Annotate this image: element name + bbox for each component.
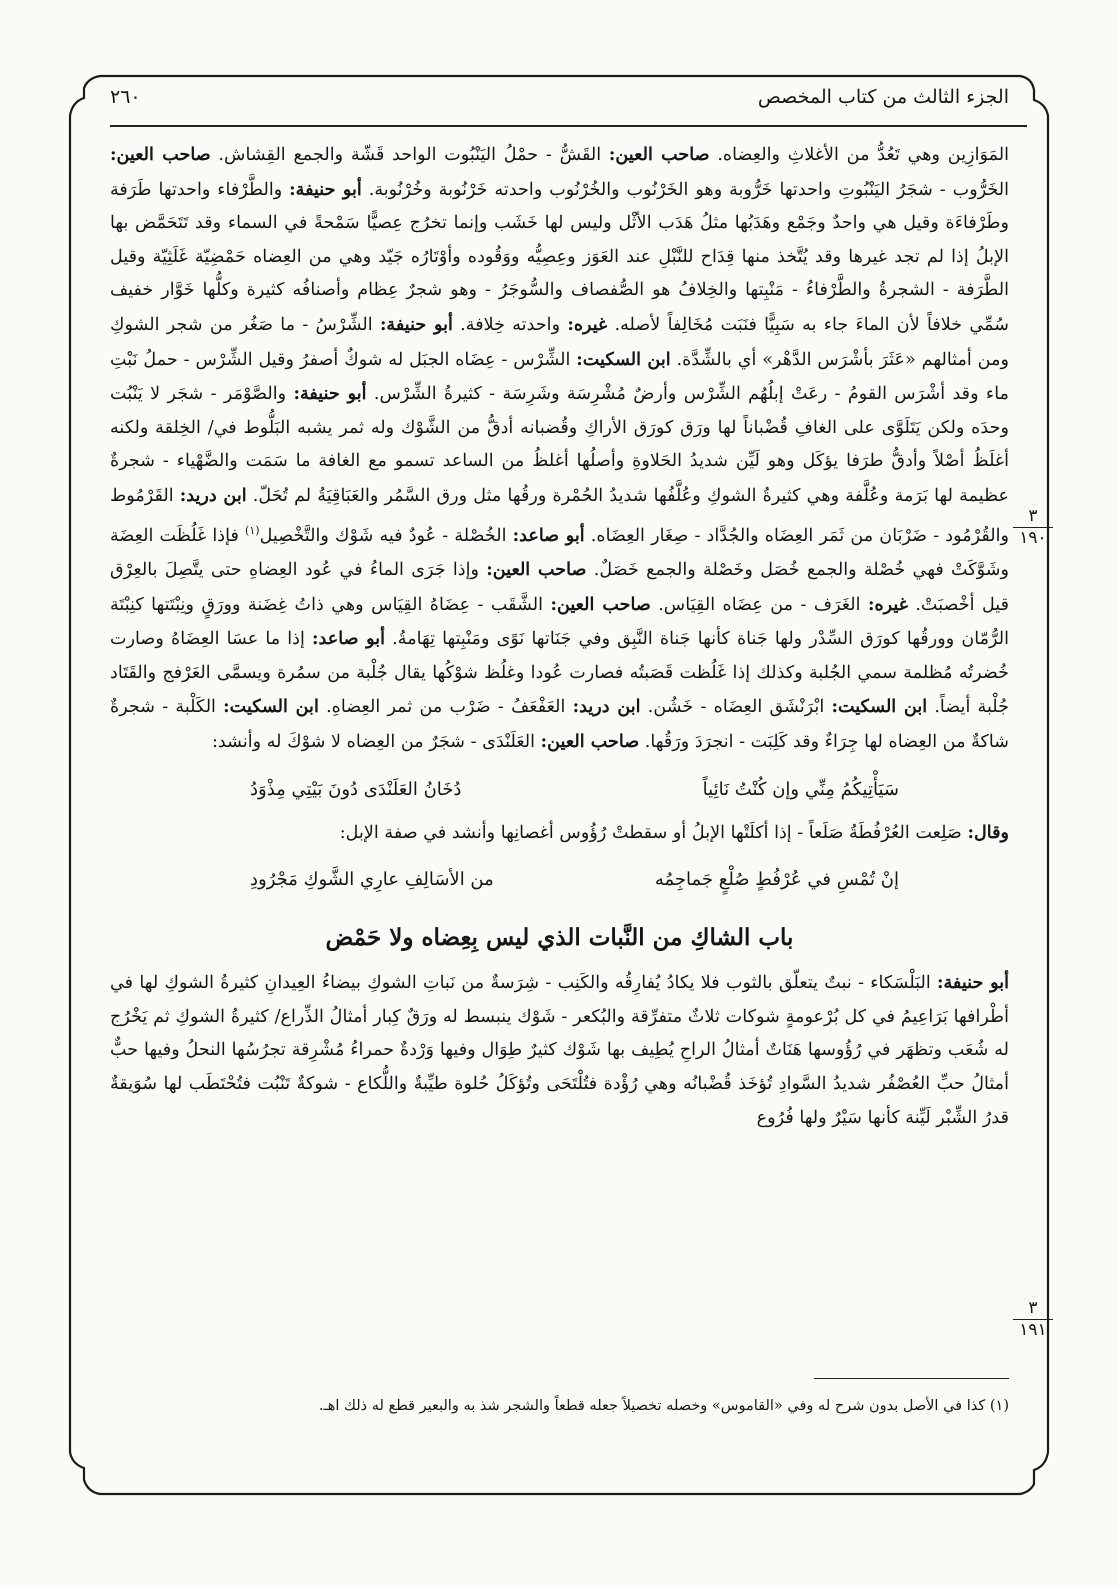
source-name: صاحب العين: [550, 593, 651, 615]
text-run: ابْرَنْشَق العِضَاه - خَشُن. [640, 697, 832, 718]
text-run: فإذا غَلُظَت العِضَة وشَوَّكَتْ فهي خُصْلة والجمع خُصَل وخَصْلة والجمع خَصَلٌ. [110, 525, 1010, 580]
margin-page-reference [1013, 1300, 1053, 1339]
source-name: أبو حنيفة: [289, 178, 362, 200]
text-run: وإذا جَرَى الماءُ في عُود العِضاهِ حتى يتَّصِلَ بالعِرْق قيل أخْصبَتْ. [110, 559, 1009, 615]
source-name: أبو صاعد: [312, 628, 386, 650]
poetry-verse [110, 850, 1009, 906]
text-run: العَفْعَفُ - ضَرْب من ثمر العِضاهِ. [318, 697, 573, 718]
source-name: ابن السكيت: [831, 696, 928, 718]
source-name: صاحب العين: [486, 558, 587, 580]
margin-ref-page: ١٩٠ [1019, 528, 1047, 548]
paragraph [110, 138, 1009, 760]
source-name: أبو حنيفة: [937, 972, 1010, 994]
footnote-text: كذا في الأصل بدون شرح له وفي «القاموس» وخصله تخصيلاً جعله قطعاً والشجر شذ به والبعير قطع له ذلك اهـ. [318, 1398, 990, 1414]
text-run: الشِّرْسُ - ما صَغُر من شجر الشوكِ ومن أمثالهم «عَثَرَ بأشْرَس الدَّهْر» أي بالشِّدَّة. [110, 314, 1009, 370]
text-run: صَلِعت العُرْفُطَةُ صَلَعاً - إذا أكلَتْها الإبلُ أو سقطتْ رُؤُوس أغصانِها وأنشد في صفة الإبل: [339, 822, 968, 843]
footnote-rule [814, 1378, 1009, 1379]
margin-ref-page: ١٩١ [1019, 1320, 1047, 1340]
text-run: واحدته خِلافة. [452, 314, 568, 335]
text-run: الكَلْبة - شجرةٌ شاكةٌ من العِضاه لها جِرَاءٌ وقد كَلِبَت - انجرَدَ ورَقُها. [110, 697, 1009, 752]
text-run: الخَرُّوب - شجَرُ اليَنْبُوتِ واحدتها خَرُّوبة وهو الخَرْنُوب والخُرْنُوب واحدته خَرْنُوبة وخُرْنُوبة. [361, 179, 1010, 200]
text-run: المَوَازِين وهي تَعُدُّ من الأغلاثِ والعِضاه. [709, 145, 1009, 165]
text-run: الخُصْلة - عُودٌ فيه شَوْك والتَّخْصِيل [259, 525, 513, 546]
source-name: صاحب العين: [540, 730, 640, 752]
margin-ref-volume: ٣ [1013, 508, 1053, 528]
source-name: ابن دريد: [572, 696, 641, 718]
text-run: القَرْمُوط والقُرْمُود - ضَرْبَان من ثَمَر العِضَاه والجُدَّاد - صِغَار العِضَاه. [110, 485, 1010, 546]
source-name: وقال: [967, 821, 1009, 843]
text-run: الغَرَف - من عِضَاه القِيَاس. [650, 594, 868, 615]
paragraph [110, 966, 1009, 1135]
source-name: أبو حنيفة: [293, 383, 367, 405]
text-run: والطَّرْفاء واحدتها طَرَفة وطَرْفاءَة وقيل هي واحدٌ وجَمْع وهَدَبُها مثلُ هَدَب الأثْل وليس لها خَشَب وإنما تخرُج عِصيًّا سَمْحةً في السماء وقد تَتَحَمَّض بها الإبلُ إذا لم تجد غيرها وقد يُتَّخذ منها قِدَاح للنَّبْلِ عند العَوَز وعِصِيُّه ووَقُوده وأوْتَارُه جَيّد وهي من العِضاه حَمْضِيّة غَلَثِيّة وقيل الطَّرَفة - الشجرةُ والطَّرْفاءُ - مَنْبِتها والخِلافُ هو الصُّفصاف والسُّوجَرُ - وهو شجرٌ عِظام وأصنافُه كثيرة وكلُّها خَوَّار خفيف سُمِّي خلافاً لأن الماءَ جاء به سَبِيًّا فنَبَت مُخَالِفاً لأصله. [110, 179, 1009, 335]
source-name: ابن السكيت: [223, 696, 319, 718]
text-run: الشِّرْس - عِضَاه الجبَل له شوكٌ أصفرُ وقيل الشِّرْس - حملُ نَبْتِ ماء وقد أشْرَس القومُ - رعَتْ إبلُهُم الشِّرْس وأرضٌ مُشْرِسَة وشَرِسَة - كثيرةُ الشِّرْس. [110, 349, 1009, 405]
paragraph [110, 816, 1009, 851]
text-run: إذا ما عسَا العِضَاهُ وصارت خُضرتُه مُظلمة سمي الجُلبة وكذلك إذا غَلُظت قَصَبتُه فصارت عُودا وغلُظ شوْكُها يقال جُلْبة من سمُرة ويسمَّى العَرْفج والقَتَاد جُلْبة أيضاً. [110, 629, 1010, 718]
main-text [110, 138, 1009, 1135]
source-name: صاحب العين: [110, 144, 211, 165]
header-rule [110, 125, 1027, 127]
section-heading: باب الشاكِ من النَّبات الذي ليس بِعِضاه ولا حَمْض [325, 924, 794, 952]
source-name: أبو صاعد: [512, 524, 585, 546]
source-name: صاحب العين: [608, 144, 710, 165]
footnote-reference[interactable]: (١) [245, 523, 260, 537]
source-name: ابن السكيت: [576, 348, 671, 370]
text-run: والصَّوْمَر - شجَر لا يَنْبُت وحدَه ولكن يَتَلَوَّى على الغافِ قُضْباناً لها ورَق كورَق الأراكِ وقُضبانه أدقُّ من الشَّوْك وله ثمر يشبه البَلُّوط في/ الخِلقة ولكنه أغلَظُ أصْلاً وأدقُّ طرَفا يؤكَل وهو لَيِّن شديدُ الحَلاوةِ وأصلُها أغلظُ من الساعد تسمو مع الغافة ما سَمَت والضَّهْياء - شجرةٌ عظيمة لها بَرَمة وعُلَّفة وهي كثيرةُ الشوكِ وعُلَّفُها شديدُ الحُمْرة ورقُها مثل ورق السَّمُر والعَبَاقِيَةُ لم تُحَلّ. [110, 384, 1010, 506]
source-name: غيره: [867, 593, 908, 615]
text-run: العَلَنْدَى - شجَرٌ من العِضاه لا شوْكَ له وأنشد: [212, 731, 541, 752]
page-header [110, 86, 1009, 108]
verse-first-hemistich: سَيَأْتِيكُمُ مِنِّي وإن كُنْتُ نَائِياً [702, 778, 899, 800]
verse-first-hemistich: إنْ تُمْسِ في عُرْفُطٍ صُلْعٍ جَماجِمُه [654, 869, 899, 891]
running-title: الجزء الثالث من كتاب المخصص [757, 86, 1009, 108]
footnote-number: (١) [989, 1398, 1009, 1414]
poetry-verse [110, 760, 1009, 816]
source-name: غيره: [567, 313, 608, 335]
text-run: القَشُّ - حمْلُ اليَنْبُوت الواحد قَشّة والجمع القِشاش. [210, 145, 609, 165]
verse-second-hemistich: من الأسَالِفِ عارِي الشَّوكِ مَجْرُودِ [250, 869, 494, 891]
verse-second-hemistich: دُخَانُ العَلَنْدَى دُونَ بَيْتِي مِذْوَدُ [250, 778, 462, 800]
margin-page-reference [1013, 508, 1053, 547]
source-name: أبو حنيفة: [379, 313, 453, 335]
footnote [110, 1394, 1009, 1418]
text-run: الشَّقَب - عِضَاهُ القِيَاس وهي ذاتُ غِضَنة وورَقٍ ونِبْتَتها كنِبْتَة الرُّمّان وورقُها كورَق السِّدْر ولها جَناة كأنها جَناة النَّبِق وفي جَنَاتها نَوًى ومَنْبِتها تِهَامةُ. [110, 594, 1009, 650]
text-run: البَلْسَكاء - نبتٌ يتعلّق بالثوب فلا يكادُ يُفارِقُه والكَنِب - شِرَسةٌ من نَباتِ الشوكِ بيضاءُ العِيدانِ كثيرةُ الشوكِ لها في أطْرافها بَرَاعِيمُ في كل بُرْعومةٍ شوكات ثلاثٌ متفرِّقة والبُكعر - شَوْك ينبسط له ورَقٌ كِبار أمثالُ الذِّراع/ كثيرةُ الشوكِ ثم يَخْرُج له شُعَب وتظهَر في رُؤُوسها هَنَاتٌ أمثالُ الراحِ يُطِيف بها شَوْك كثيرٌ طِوَال وفيها وَرْدةٌ حمراءُ مُشْرِقة تجرُسُها النحلُ وفيها حبٌّ أمثالُ حبِّ العُصْفُر شديدُ السَّوادِ تُؤخَذ قُضْبانُه وهي رُؤْدة فتُلْتَحَى وتُؤكَلُ حُلوة طيِّبةٌ واللُّكاع - شوكةٌ تَنْبُت فتُحْتَطَب لها سُوَيقةٌ قدرُ الشِّبْر لَيِّنة كأنها سَيْرٌ ولها فُرُوع [110, 973, 1009, 1128]
source-name: ابن دريد: [179, 484, 247, 506]
margin-ref-volume: ٣ [1013, 1300, 1053, 1320]
page-number: ٢٦٠ [110, 86, 141, 108]
